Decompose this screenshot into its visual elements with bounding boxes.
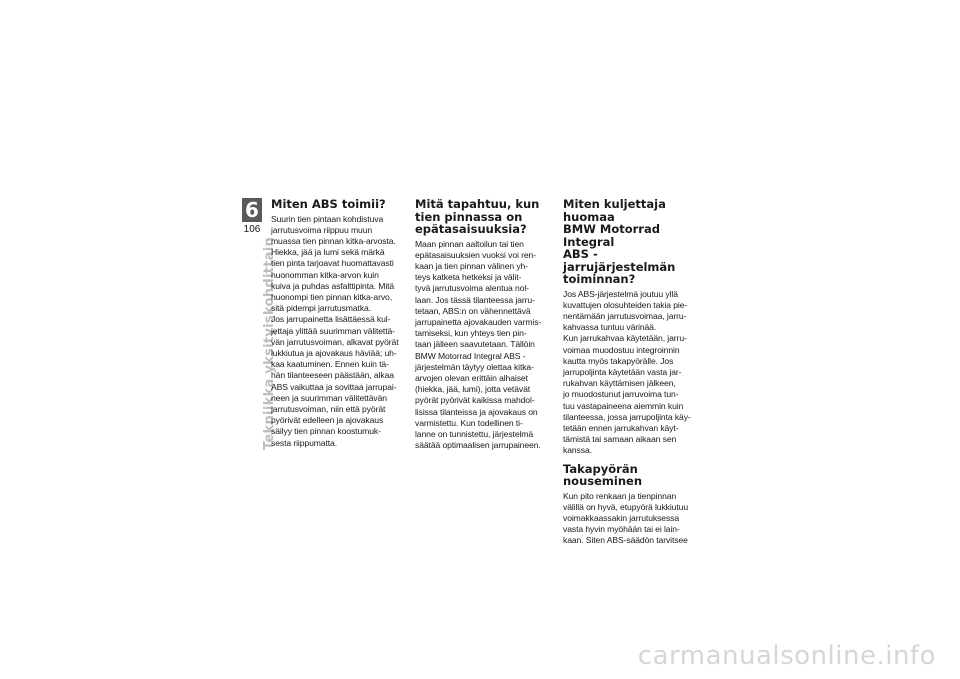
section-heading: Mitä tapahtuu, kun tien pinnassa on epätasaisuuksia? xyxy=(415,197,540,236)
text-column-1 xyxy=(271,198,411,449)
chapter-number: 6 xyxy=(242,198,262,222)
chapter-tab xyxy=(242,198,262,237)
section-body: Kun pito renkaan ja tienpinnan välillä on hyvä, etupyörä lukkiutuu voimakkaassakin jarrutuksessa vasta hyvin myöhään tai ei lain- kaan. Siten ABS-säädön tarvitsee xyxy=(563,490,689,546)
page-number: 106 xyxy=(243,224,261,235)
section-body: Maan pinnan aaltoilun tai tien epätasaisuuksien vuoksi voi ren- kaan ja tien pinnan välinen yh- teys katketa hetkeksi ja välit- tyvä jarrutusvoima alentua nol- laan. Jos tässä tilanteessa jarru- tetaan, ABS:n on vähennettävä jarrupainetta ajovakauden varmis- tamiseksi, kun yhteys tien pin- taan jälleen saavutetaan. Tällöin BMW Motorrad Integral ABS - järjestelmän täytyy olettaa kitka- arvojen olevan erittäin alhaiset (hiekka, jää, lumi), jotta vetävät pyörät pyörivät kaikissa mahdol- lisissa tilanteissa ja ajovakaus on varmistettu. Kun todellinen ti- lanne on tunnistettu, järjestelmä säätää optimaalisen jarrupaineen. xyxy=(415,238,542,451)
watermark-text: carmanualsonline.info xyxy=(637,641,936,671)
text-column-2 xyxy=(415,198,555,451)
section-heading: Miten ABS toimii? xyxy=(271,197,386,211)
chapter-title: Tekniikka yksityiskohdittain xyxy=(262,236,277,450)
section-heading: Takapyörän nouseminen xyxy=(563,461,643,489)
section-body: Jos ABS-järjestelmä joutuu yllä kuvattujen olosuhteiden takia pie- nentämään jarrutusvoimaa, jarru- kahvassa tuntuu värinää. Kun jarrukahvaa käytetään, jarru- voimaa muodostuu integroinnin kautta myös takapyörälle. Jos jarrupoljinta käytetään vasta jar- rukahvan käyttämisen jälkeen, jo muodostunut jarruvoima tun- tuu vastapaineena aiemmin kuin tilanteessa, jossa jarrupoljinta käy- tetään ennen jarrukahvan käyt- tämistä tai samaan aikaan sen kanssa. xyxy=(563,288,691,456)
section-body: Suurin tien pintaan kohdistuva jarrutusvoima riippuu muun muassa tien pinnan kitka-arvosta. Hiekka, jää ja lumi sekä märkä tien pinta tarjoavat huomattavasti huonomman kitka-arvon kuin kuiva ja puhdas asfalttipinta. Mitä huonompi tien pinnan kitka-arvo, sitä pidempi jarrutusmatka. Jos jarrupainetta lisättäessä kul- jettaja ylittää suurimman välitettä- vän jarrutusvoiman, alkavat pyörät lukkiutua ja ajovakaus häviää; uh- kaa kaatuminen. Ennen kuin tä- hän tilanteeseen päästään, alkaa ABS vaikuttaa ja sovittaa jarrupai- neen ja suurimman välitettävän jarrutusvoiman, niin että pyörät pyörivät edelleen ja ajovakaus säilyy tien pinnan koostumuk- sesta riippumatta. xyxy=(271,213,399,448)
text-column-3 xyxy=(563,198,703,547)
section-heading: Miten kuljettaja huomaa BMW Motorrad Integral ABS -jarrujärjestelmän toiminnan? xyxy=(563,197,676,286)
